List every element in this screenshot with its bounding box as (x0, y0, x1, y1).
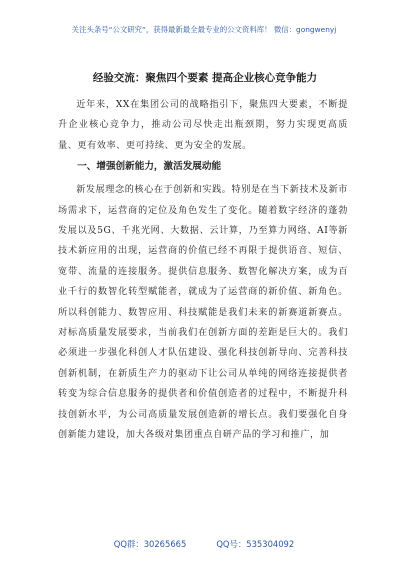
document-title: 经验交流：聚焦四个要素 提高企业核心竞争能力 (92, 72, 318, 84)
header-promo-note: 关注头条号“公文研究”，获得最新最全最专业的公文资料库！ 微信：gongwenyj (71, 25, 337, 34)
page-footer (0, 538, 408, 550)
intro-paragraph: 近年来，XX在集团公司的战略指引下，聚焦四大要素，不断提升企业核心竞争力，推动公司尽快走出瓶颈期，努力实现更高质量、更有效率、更可持续、更为安全的发展。 (58, 100, 348, 151)
document-body (58, 95, 348, 446)
footer-qq-group: QQ群：30265665 (113, 539, 187, 549)
section-1-paragraph: 新发展理念的核心在于创新和实践。特别是在当下新技术及新市场需求下，运营商的定位及角色发生了变化。随着数字经济的蓬勃发展以及5G、千兆光网、大数据、云计算，乃至算力网络、AI等新技术新应用的出现，运营商的价值已经不再限于提供语音、短信、宽带、流量的连接服务。提供信息服务、数智化解决方案，成为百业千行的数智化转型赋能者，就成为了运营商的新价值、新角色。所以科创能力、数智应用、科技赋能是我们未来的新赛道新赛点。对标高质量发展要求，当前我们在创新方面的差距是巨大的。我们必须进一步强化科创人才队伍建设、强化科技创新导向、完善科技创新机制，在新质生产力的驱动下让公司从单纯的网络连接提供者转变为综合信息服务的提供者和价值创造者的过程中，不断提升科技创新水平，为公司高质量发展创造新的增长点。我们要强化自身创新能力建设，加大各级对集团重点自研产品的学习和推广，加 (58, 185, 348, 441)
footer-qq-number: QQ号：535304092 (216, 539, 295, 549)
section-1-heading: 一、增强创新能力，激活发展动能 (77, 161, 222, 173)
